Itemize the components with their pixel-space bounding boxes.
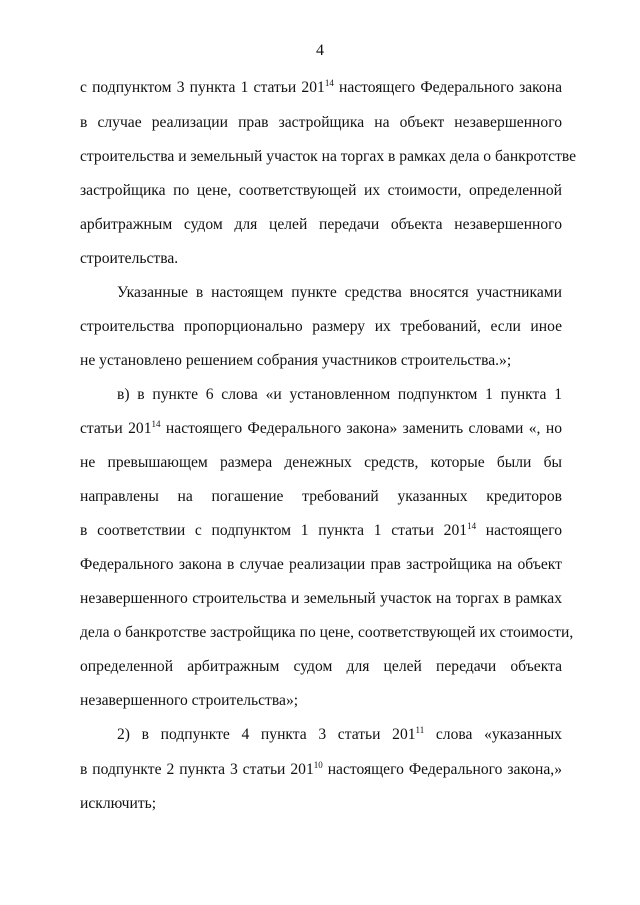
text-line: незавершенного строительства и земельный участок на торгах в рамках [80, 590, 562, 607]
text-line: строительства и земельный участок на торгах в рамках дела о банкротстве [80, 148, 577, 165]
text-line: строительства пропорционально размеру их требований, если иное [80, 318, 562, 335]
text-line: определенной арбитражным судом для целей передачи объекта [80, 658, 562, 675]
text-line: статьи $201^{14}$ настоящего Федерального закона» заменить словами «, но [80, 419, 562, 437]
text-line: 2) в подпункте 4 пункта 3 статьи $201^{11}$ слова «указанных [117, 725, 562, 743]
text-line: в подпункте 2 пункта 3 статьи $201^{10}$ настоящего Федерального закона,» [80, 760, 562, 778]
text-line: не установлено решением собрания участников строительства.»; [80, 352, 512, 369]
text-line: незавершенного строительства»; [80, 692, 299, 709]
text-line: в) в пункте 6 слова «и установленном подпунктом 1 пункта 1 [117, 386, 562, 403]
text-line: с подпунктом 3 пункта 1 статьи $201^{14}$ настоящего Федерального закона [80, 78, 562, 96]
text-line: строительства. [80, 250, 179, 267]
text-line: не превышающем размера денежных средств, которые были бы [80, 454, 562, 471]
text-line: Федерального закона в случае реализации прав застройщика на объект [80, 556, 562, 573]
text-line: застройщика по цене, соответствующей их стоимости, определенной [80, 182, 562, 199]
text-line: направлены на погашение требований указанных кредиторов [80, 488, 562, 505]
text-line: исключить; [80, 795, 157, 812]
text-line: арбитражным судом для целей передачи объекта незавершенного [80, 216, 562, 233]
text-line: в случае реализации прав застройщика на объект незавершенного [80, 114, 562, 131]
text-line: дела о банкротстве застройщика по цене, соответствующей их стоимости, [80, 624, 574, 641]
text-line: Указанные в настоящем пункте средства вносятся участниками [117, 284, 562, 301]
text-line: в соответствии с подпунктом 1 пункта 1 статьи $201^{14}$ настоящего [80, 521, 562, 539]
page-number: 4 [316, 42, 324, 59]
